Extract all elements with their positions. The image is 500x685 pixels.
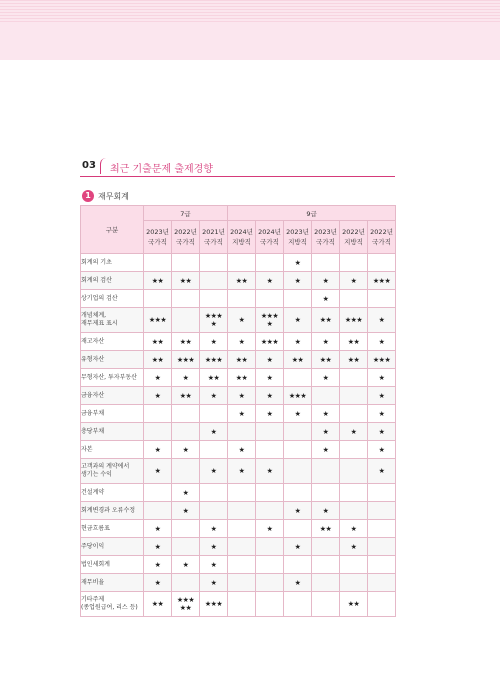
- column-header-cell: [312, 221, 340, 254]
- rating-cell: ★: [172, 441, 200, 459]
- rating-cell: [200, 441, 228, 459]
- rating-cell: [256, 254, 284, 272]
- rating-cell: ★: [368, 459, 396, 484]
- row-label-cell: 회계변경과 오류수정: [81, 502, 144, 520]
- rating-cell: ★: [228, 459, 256, 484]
- rating-cell: ★: [172, 369, 200, 387]
- column-header-cell: [200, 221, 228, 254]
- column-type: 지방직: [232, 238, 251, 246]
- rating-cell: ★★: [340, 333, 368, 351]
- row-label-cell: 회계의 검산: [81, 272, 144, 290]
- row-label-cell: 재무비율: [81, 574, 144, 592]
- rating-cell: ★: [144, 369, 172, 387]
- header-group-row: [81, 206, 396, 221]
- rating-cell: ★: [200, 574, 228, 592]
- rating-cell: [228, 290, 256, 308]
- table-row: [81, 574, 396, 592]
- rating-cell: [172, 290, 200, 308]
- rating-cell: [228, 592, 256, 617]
- rating-cell: ★★★: [284, 387, 312, 405]
- rating-cell: [256, 592, 284, 617]
- rating-cell: ★: [256, 369, 284, 387]
- table-row: [81, 290, 396, 308]
- rating-cell: ★: [256, 387, 284, 405]
- rating-cell: [368, 290, 396, 308]
- rating-cell: [368, 592, 396, 617]
- rating-cell: [228, 520, 256, 538]
- row-label-cell: 자본: [81, 441, 144, 459]
- rating-cell: [172, 538, 200, 556]
- rating-cell: [256, 556, 284, 574]
- section-number: 03: [82, 160, 96, 171]
- rating-cell: ★★: [144, 333, 172, 351]
- row-label-cell: 유형자산: [81, 351, 144, 369]
- column-year: 2024년: [258, 228, 281, 236]
- rating-cell: [284, 556, 312, 574]
- rating-cell: [172, 520, 200, 538]
- rating-cell: ★: [200, 387, 228, 405]
- rating-cell: [144, 423, 172, 441]
- rating-cell: ★: [144, 556, 172, 574]
- table-row: [81, 441, 396, 459]
- rating-cell: ★: [228, 308, 256, 333]
- rating-cell: ★: [284, 333, 312, 351]
- rating-cell: ★★★ ★: [256, 308, 284, 333]
- rating-cell: ★: [284, 254, 312, 272]
- rating-cell: [368, 556, 396, 574]
- rating-cell: [340, 484, 368, 502]
- column-type: 국가직: [204, 238, 223, 246]
- rating-cell: ★: [312, 441, 340, 459]
- rating-cell: [228, 574, 256, 592]
- rating-cell: ★: [228, 441, 256, 459]
- rating-cell: [200, 502, 228, 520]
- rating-cell: ★: [144, 441, 172, 459]
- rating-cell: ★: [172, 502, 200, 520]
- column-header-cell: [144, 221, 172, 254]
- rating-cell: ★★: [312, 308, 340, 333]
- column-year: 2021년: [202, 228, 225, 236]
- rating-cell: ★: [284, 405, 312, 423]
- rating-cell: ★: [144, 459, 172, 484]
- group-header-cell: 9급: [228, 206, 396, 221]
- column-type: 지방직: [344, 238, 363, 246]
- rating-cell: [172, 405, 200, 423]
- rating-cell: ★: [200, 333, 228, 351]
- row-label-cell: 상기업의 검산: [81, 290, 144, 308]
- column-year: 2022년: [342, 228, 365, 236]
- rating-cell: ★: [368, 423, 396, 441]
- column-header-cell: [368, 221, 396, 254]
- rating-cell: [144, 254, 172, 272]
- corner-label-cell: 구분: [81, 206, 144, 254]
- rating-cell: [228, 538, 256, 556]
- exam-trend-table: [80, 205, 396, 617]
- rating-cell: [256, 502, 284, 520]
- row-label-cell: 금융자산: [81, 387, 144, 405]
- rating-cell: [368, 538, 396, 556]
- rating-cell: [368, 502, 396, 520]
- column-header-cell: [284, 221, 312, 254]
- table-row: [81, 556, 396, 574]
- rating-cell: ★: [312, 333, 340, 351]
- rating-cell: [200, 272, 228, 290]
- rating-cell: [312, 592, 340, 617]
- table-row: [81, 351, 396, 369]
- subsection-number-badge: 1: [82, 190, 94, 202]
- rating-cell: [144, 502, 172, 520]
- rating-cell: ★: [284, 538, 312, 556]
- rating-cell: [228, 484, 256, 502]
- rating-cell: [228, 502, 256, 520]
- table-row: [81, 272, 396, 290]
- subsection-title: 재무회계: [98, 192, 129, 201]
- rating-cell: ★: [368, 369, 396, 387]
- rating-cell: ★: [200, 459, 228, 484]
- rating-cell: ★: [144, 520, 172, 538]
- rating-cell: ★: [256, 405, 284, 423]
- row-label-cell: 법인세회계: [81, 556, 144, 574]
- rating-cell: ★: [340, 423, 368, 441]
- rating-cell: [256, 484, 284, 502]
- rating-cell: [312, 484, 340, 502]
- rating-cell: [312, 387, 340, 405]
- rating-cell: [200, 254, 228, 272]
- row-label-cell: 고객과의 계약에서 생기는 수익: [81, 459, 144, 484]
- rating-cell: [228, 423, 256, 441]
- rating-cell: ★: [172, 556, 200, 574]
- rating-cell: ★: [340, 520, 368, 538]
- rating-cell: ★★: [144, 351, 172, 369]
- row-label-cell: 무형자산, 투자부동산: [81, 369, 144, 387]
- rating-cell: [256, 290, 284, 308]
- rating-cell: ★★: [144, 272, 172, 290]
- rating-cell: [284, 520, 312, 538]
- rating-cell: ★★: [172, 333, 200, 351]
- rating-cell: ★★★: [256, 333, 284, 351]
- rating-cell: ★★: [312, 351, 340, 369]
- rating-cell: [340, 459, 368, 484]
- rating-cell: ★★: [340, 592, 368, 617]
- rating-cell: ★★: [228, 369, 256, 387]
- rating-cell: ★★★: [368, 272, 396, 290]
- section-heading: [80, 158, 395, 176]
- rating-cell: [144, 290, 172, 308]
- rating-cell: ★: [340, 272, 368, 290]
- rating-cell: ★: [284, 272, 312, 290]
- rating-cell: ★★: [172, 272, 200, 290]
- row-label-cell: 금융부채: [81, 405, 144, 423]
- table-row: [81, 387, 396, 405]
- rating-cell: ★★★: [144, 308, 172, 333]
- column-type: 국가직: [176, 238, 195, 246]
- rating-cell: ★: [144, 538, 172, 556]
- row-label-cell: 재고자산: [81, 333, 144, 351]
- rating-cell: ★★: [228, 351, 256, 369]
- rating-cell: ★★: [172, 387, 200, 405]
- table-row: [81, 592, 396, 617]
- column-year: 2024년: [230, 228, 253, 236]
- rating-cell: [172, 308, 200, 333]
- row-label-cell: 회계의 기초: [81, 254, 144, 272]
- rating-cell: [284, 290, 312, 308]
- rating-cell: ★: [256, 351, 284, 369]
- table-row: [81, 520, 396, 538]
- table-row: [81, 333, 396, 351]
- column-year: 2023년: [286, 228, 309, 236]
- rating-cell: ★: [312, 423, 340, 441]
- rating-cell: [200, 405, 228, 423]
- rating-cell: [340, 502, 368, 520]
- row-label-cell: 기타주제 (종업원급여, 리스 등): [81, 592, 144, 617]
- rating-cell: ★: [284, 574, 312, 592]
- table-row: [81, 308, 396, 333]
- rating-cell: [284, 423, 312, 441]
- rating-cell: ★★★: [172, 351, 200, 369]
- rating-cell: [312, 574, 340, 592]
- section-title: 최근 기출문제 출제경향: [110, 164, 213, 175]
- rating-cell: [284, 369, 312, 387]
- column-type: 국가직: [316, 238, 335, 246]
- rating-cell: [340, 369, 368, 387]
- rating-cell: ★: [172, 484, 200, 502]
- rating-cell: [144, 484, 172, 502]
- column-header-cell: [228, 221, 256, 254]
- rating-cell: ★: [284, 308, 312, 333]
- table-row: [81, 254, 396, 272]
- rating-cell: [284, 484, 312, 502]
- row-label-cell: 건설계약: [81, 484, 144, 502]
- column-header-cell: [340, 221, 368, 254]
- rating-cell: ★: [312, 272, 340, 290]
- rating-cell: [256, 538, 284, 556]
- rating-cell: ★: [200, 423, 228, 441]
- rating-cell: ★: [284, 502, 312, 520]
- rating-cell: ★: [368, 308, 396, 333]
- rating-cell: [312, 538, 340, 556]
- table-row: [81, 538, 396, 556]
- rating-cell: [340, 254, 368, 272]
- rating-cell: [172, 423, 200, 441]
- column-header-cell: [172, 221, 200, 254]
- rating-cell: [256, 574, 284, 592]
- rating-cell: [340, 574, 368, 592]
- section-underline: [80, 176, 395, 177]
- row-label-cell: 충당부채: [81, 423, 144, 441]
- rating-cell: [368, 254, 396, 272]
- rating-cell: [312, 556, 340, 574]
- rating-cell: ★: [228, 387, 256, 405]
- rating-cell: [340, 290, 368, 308]
- rating-cell: [368, 484, 396, 502]
- rating-cell: ★: [256, 520, 284, 538]
- rating-cell: ★: [144, 574, 172, 592]
- rating-cell: [368, 574, 396, 592]
- table-row: [81, 502, 396, 520]
- table-row: [81, 405, 396, 423]
- rating-cell: [172, 254, 200, 272]
- rating-cell: [228, 556, 256, 574]
- table-row: [81, 423, 396, 441]
- table-row: [81, 484, 396, 502]
- column-year: 2022년: [174, 228, 197, 236]
- column-header-cell: [256, 221, 284, 254]
- rating-cell: ★★: [144, 592, 172, 617]
- rating-cell: [312, 254, 340, 272]
- table-row: [81, 459, 396, 484]
- rating-cell: ★★★ ★★: [172, 592, 200, 617]
- rating-cell: [256, 423, 284, 441]
- rating-cell: [284, 592, 312, 617]
- rating-cell: ★: [256, 272, 284, 290]
- row-label-cell: 주당이익: [81, 538, 144, 556]
- section-bracket: [100, 158, 107, 174]
- rating-cell: [200, 484, 228, 502]
- rating-cell: ★: [228, 333, 256, 351]
- rating-cell: ★: [312, 502, 340, 520]
- rating-cell: [172, 574, 200, 592]
- rating-cell: ★★: [228, 272, 256, 290]
- column-type: 지방직: [288, 238, 307, 246]
- rating-cell: ★★: [340, 351, 368, 369]
- rating-cell: ★★: [312, 520, 340, 538]
- rating-cell: ★★: [284, 351, 312, 369]
- rating-cell: ★: [200, 520, 228, 538]
- rating-cell: [340, 556, 368, 574]
- rating-cell: ★: [144, 387, 172, 405]
- rating-cell: [340, 405, 368, 423]
- rating-cell: ★: [340, 538, 368, 556]
- column-type: 국가직: [148, 238, 167, 246]
- rating-cell: ★★★: [368, 351, 396, 369]
- rating-cell: ★★: [200, 369, 228, 387]
- rating-cell: [144, 405, 172, 423]
- rating-cell: [172, 459, 200, 484]
- rating-cell: [256, 441, 284, 459]
- column-year: 2023년: [146, 228, 169, 236]
- rating-cell: ★★★ ★: [200, 308, 228, 333]
- rating-cell: ★: [312, 290, 340, 308]
- rating-cell: ★★★: [200, 351, 228, 369]
- row-label-cell: 현금흐름표: [81, 520, 144, 538]
- column-type: 국가직: [372, 238, 391, 246]
- rating-cell: ★: [228, 405, 256, 423]
- rating-cell: ★: [368, 387, 396, 405]
- rating-cell: ★: [368, 333, 396, 351]
- rating-cell: [312, 459, 340, 484]
- rating-cell: [284, 459, 312, 484]
- header-stripes: [0, 0, 500, 22]
- group-header-cell: 7급: [144, 206, 228, 221]
- rating-cell: ★★★: [340, 308, 368, 333]
- rating-cell: [340, 441, 368, 459]
- rating-cell: ★: [312, 369, 340, 387]
- column-year: 2023년: [314, 228, 337, 236]
- rating-cell: [284, 441, 312, 459]
- row-label-cell: 개념체계, 재무제표 표시: [81, 308, 144, 333]
- rating-cell: [200, 290, 228, 308]
- rating-cell: [340, 387, 368, 405]
- rating-cell: ★: [200, 538, 228, 556]
- rating-cell: ★: [368, 441, 396, 459]
- table-row: [81, 369, 396, 387]
- rating-cell: ★: [368, 405, 396, 423]
- rating-cell: ★: [312, 405, 340, 423]
- rating-cell: ★: [256, 459, 284, 484]
- column-type: 국가직: [260, 238, 279, 246]
- rating-cell: ★★★: [200, 592, 228, 617]
- rating-cell: ★: [200, 556, 228, 574]
- rating-cell: [228, 254, 256, 272]
- column-year: 2022년: [370, 228, 393, 236]
- rating-cell: [368, 520, 396, 538]
